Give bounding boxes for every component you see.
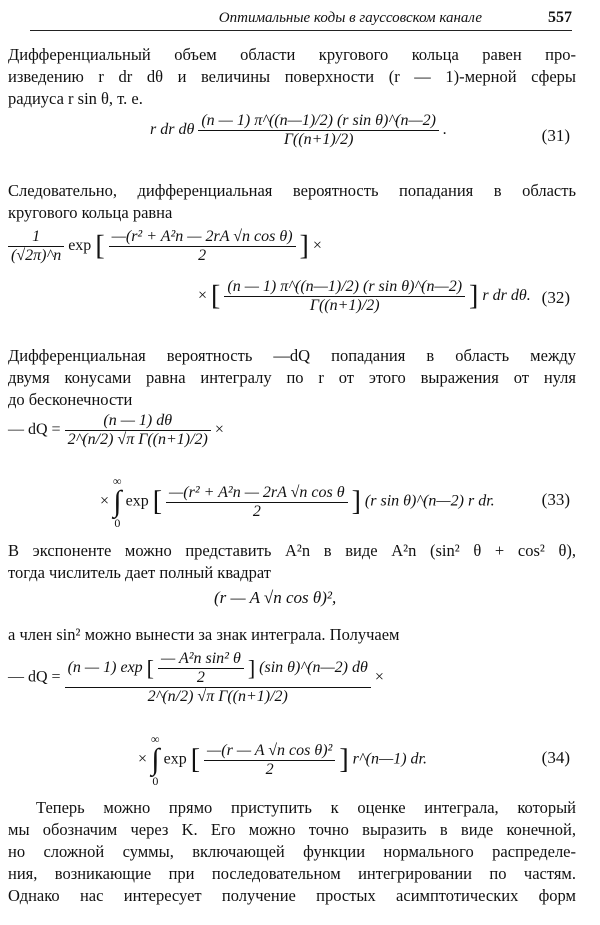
eq34-numerator: (n — 1) exp [ $\frac{\text{— A²n sin² θ}}{2}$ ] (sin θ)^(n—2) dθ — [65, 650, 371, 688]
eq31-lhs: r dr dθ — [150, 121, 195, 139]
times-sign: × — [214, 421, 224, 439]
equation-33-line-1 — [8, 412, 224, 449]
times-sign: × — [138, 750, 148, 768]
paragraph-6 — [8, 797, 576, 907]
times-sign: × — [374, 668, 384, 686]
exp-label: exp — [125, 492, 149, 510]
equation-34-line-2: × ∞ ∫ 0 exp [ $\frac{\text{—(r — A √n cos θ)²}}{2}$ ] r^(n—1) dr. — [138, 732, 427, 788]
paragraph-3 — [8, 345, 576, 411]
eq33-tail: (r sin θ)^(n—2) r dr. — [364, 492, 495, 510]
eq34-exponent — [204, 742, 335, 779]
text-line: радиуса r sin θ, т. е. — [8, 89, 143, 108]
eq33-lhs: — dQ = — [8, 421, 61, 439]
eq32-exp-denominator: 2 — [198, 247, 207, 264]
equation-32-line-2: × [ $\frac{\text{(n — 1) π\textasciicircum{}((n—1)/2) (r sin θ)\textasciicircum{}(n—2)}}{\Gamma((n+1)/2)}$ ] r dr dθ. — [198, 278, 531, 314]
eq32-fraction — [224, 278, 465, 315]
equation-32-line-1: $\frac{1}{(√2\pi)\^{}n}$ exp [ $\frac{\text{—(r² + A²n — 2rA √n cos θ)}}{2}$ ] × — [8, 228, 322, 265]
eq34-tail: r^(n—1) dr. — [352, 750, 427, 768]
equation-square: (r — A √n cos θ)², — [214, 588, 337, 607]
eq34-num-a: (n — 1) exp — [67, 659, 143, 677]
text-line: Однако нас интересует получение простых асимптотических форм — [8, 886, 576, 905]
exp-label: exp — [163, 750, 187, 768]
eq34-num-exp-numerator: — A²n sin² θ — [158, 650, 244, 669]
text-line: тогда числитель дает полный квадрат — [8, 563, 271, 582]
times-sign: × — [198, 287, 208, 305]
equation-33-line-2: × ∞ ∫ 0 exp [ $\frac{\text{—(r² + A²n — 2rA √n cos θ}}{2}$ ] (r sin θ)^(n—2) r dr. — [100, 474, 495, 530]
text-line: а член sin² можно вынести за знак интеграла. Получаем — [8, 625, 400, 644]
text-line: В экспоненте можно представить A²n в виде A²n (sin² θ + cos² θ), — [8, 541, 576, 560]
eq32-exponent — [109, 228, 296, 265]
eq32-coefficient — [8, 228, 64, 265]
eq33-exp-numerator: —(r² + A²n — 2rA √n cos θ — [166, 484, 348, 503]
eq33-exp-denominator: 2 — [252, 502, 261, 520]
paragraph-5 — [8, 624, 576, 646]
equation-34-line-1 — [8, 650, 384, 706]
integral-sign: ∞ ∫ 0 — [113, 474, 122, 530]
equation-number-34: (34) — [541, 748, 570, 767]
running-title: Оптимальные коды в гауссовском канале — [218, 10, 482, 26]
paragraph-1 — [8, 44, 576, 110]
eq32-coef-numerator: 1 — [8, 228, 64, 247]
integral-sign: ∞ ∫ 0 — [151, 732, 160, 788]
eq33-fraction — [65, 412, 211, 449]
page-number: 557 — [548, 9, 572, 26]
eq34-denominator: 2^(n/2) √π Γ((n+1)/2) — [147, 688, 288, 705]
times-sign: × — [312, 237, 322, 255]
equation-number-31: (31) — [541, 126, 570, 145]
eq33-denominator: 2^(n/2) √π Γ((n+1)/2) — [67, 431, 208, 448]
eq34-num-exponent — [158, 650, 244, 687]
integral-lower-limit: 0 — [114, 516, 121, 530]
eq32-numerator: (n — 1) π^((n—1)/2) (r sin θ)^(n—2) — [224, 278, 465, 297]
eq32-coef-denominator: (√2π)^n — [11, 247, 62, 264]
text-line: до бесконечности — [8, 390, 133, 409]
text-line: кругового кольца равна — [8, 203, 173, 222]
eq33-numerator: (n — 1) dθ — [65, 412, 211, 431]
eq32-exp-numerator: —(r² + A²n — 2rA √n cos θ) — [109, 228, 296, 247]
running-header — [30, 8, 572, 31]
eq31-fraction — [198, 112, 439, 149]
paragraph-2 — [8, 180, 576, 224]
eq32-denominator: Γ((n+1)/2) — [309, 297, 380, 314]
exp-label: exp — [68, 237, 92, 255]
eq34-num-b: (sin θ)^(n—2) dθ — [259, 659, 368, 677]
text-line: двумя конусами равна интегралу по r от этого выражения от нуля — [8, 368, 576, 387]
times-sign: × — [100, 492, 110, 510]
eq31-numerator: (n — 1) π^((n—1)/2) (r sin θ)^(n—2) — [198, 112, 439, 131]
integral-lower-limit: 0 — [152, 774, 159, 788]
text-line: Дифференциальный объем области кругового кольца равен про- — [8, 45, 576, 64]
eq32-tail: r dr dθ. — [482, 287, 531, 305]
text-line: Дифференциальная вероятность —dQ попадания в область между — [8, 346, 576, 365]
equation-31: r dr dθ $\frac{\text{(n — 1) π\textasciicircum{}((n—1)/2) (r sin θ)\textasciicircum{}(n—2)}}{\Gamma((n+1)/2)}$ . — [150, 112, 447, 148]
text-line: мы обозначим через K. Его можно точно выразить в виде конечной, — [8, 820, 576, 839]
text-line: Следовательно, дифференциальная вероятность попадания в область — [8, 181, 576, 200]
text-line: Теперь можно прямо приступить к оценке интеграла, который — [36, 798, 576, 817]
integral-upper-limit: ∞ — [113, 474, 122, 488]
eq34-exp-numerator: —(r — A √n cos θ)² — [204, 742, 335, 761]
eq33-exponent — [166, 484, 348, 521]
equation-number-33: (33) — [541, 490, 570, 509]
eq31-denominator: Γ((n+1)/2) — [283, 131, 354, 148]
text-line: но сложной суммы, включающей функции нормального распределе- — [8, 842, 576, 861]
eq34-lhs: — dQ = — [8, 668, 61, 686]
eq34-num-exp-denominator: 2 — [196, 669, 205, 686]
text-line: изведению r dr dθ и величины поверхности (r — 1)-мерной сферы — [8, 67, 576, 86]
eq34-fraction — [65, 650, 371, 706]
equation-number-32: (32) — [541, 288, 570, 307]
eq34-exp-denominator: 2 — [265, 760, 274, 778]
text-line: ния, возникающие при последовательном интегрировании по частям. — [8, 864, 576, 883]
integral-upper-limit: ∞ — [151, 732, 160, 746]
paragraph-4 — [8, 540, 576, 584]
